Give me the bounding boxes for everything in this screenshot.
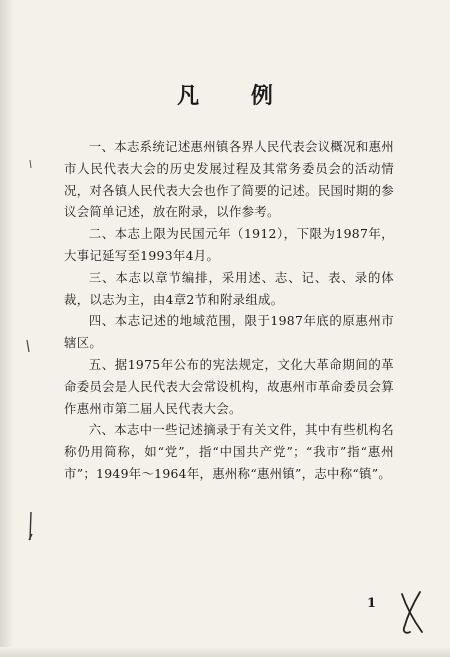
paragraph-3: 三、本志以章节编排，采用述、志、记、表、录的体裁，以志为主，由4章2节和附录组成。 xyxy=(64,269,394,307)
page-title: 凡 例 xyxy=(177,83,295,109)
page-number: 1 xyxy=(367,596,377,611)
paragraph-1: 一、本志系统记述惠州镇各界人民代表会议概况和惠州市人民代表大会的历史发展过程及其常务委员会的活动情况，对各镇人民代表大会也作了简要的记述。民国时期的参议会简单记述，放在附录，以作参考。 xyxy=(64,139,394,220)
paragraph-2: 二、本志上限为民国元年（1912），下限为1987年，大事记延写至1993年4月。 xyxy=(64,226,394,263)
handwritten-mark xyxy=(394,588,428,636)
page-bottom-edge xyxy=(0,647,450,657)
paragraph-5: 五、据1975年公布的宪法规定，文化大革命期间的革命委员会是人民代表大会常设机构，故惠州市革命委员会算作惠州市第二届人民代表大会。 xyxy=(64,356,394,416)
article-body xyxy=(64,136,394,485)
paragraph-6: 六、本志中一些记述摘录于有关文件，其中有些机构名称仍用简称，如“党”，指“中国共产党”；“我市”指“惠州市”；1949年～1964年，惠州称“惠州镇”，志中称“镇”。 xyxy=(64,422,394,481)
paragraph-4: 四、本志记述的地域范围，限于1987年底的原惠州市辖区。 xyxy=(64,313,394,351)
